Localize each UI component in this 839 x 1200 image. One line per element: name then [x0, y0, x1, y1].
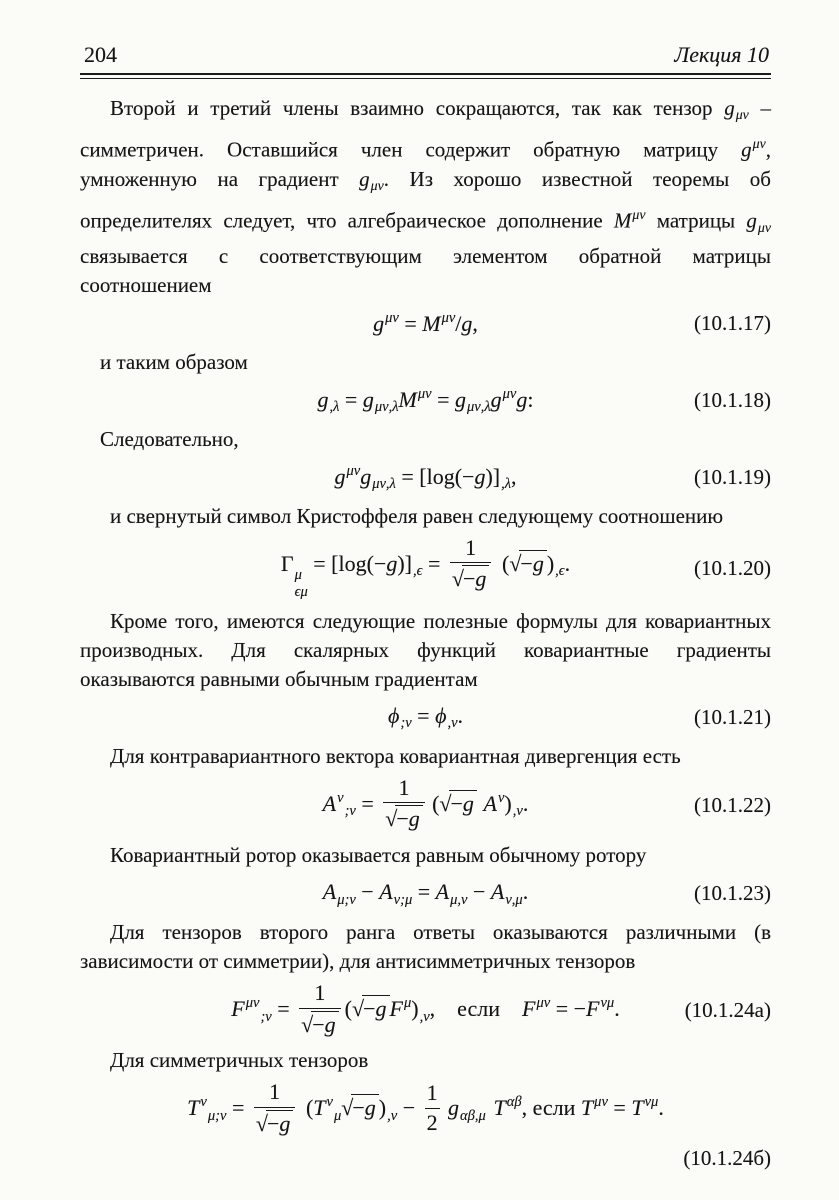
formula-10-1-22: $A^\nu;\nu$ = 1 √ −g ( √ −g $A^\nu),\nu$. — [322, 774, 529, 832]
equation-number-10-1-23: (10.1.23) — [694, 881, 771, 906]
paragraph-rotor: Ковариантный ротор оказывается равным обычному ротору — [110, 843, 647, 868]
paragraph-symmetric: Для симметричных тензоров — [110, 1048, 369, 1073]
formula-10-1-20: Γ μ ϵμ = [log(−g)],ϵ = 1 √ −g ( √ −g ),ϵ. — [280, 534, 571, 601]
paragraph-connector-2: Следовательно, — [100, 426, 239, 451]
formula-10-1-24a: $F^{\mu\nu};\nu$ = 1 √ −g ( √ −g $F^\mu),\nu$, если $F^{\mu\nu} = -F^{\nu\mu}$. — [231, 980, 620, 1037]
equation-number-10-1-17: (10.1.17) — [694, 310, 771, 335]
formula-10-1-17: $g^{\mu\nu} = M^{\mu\nu}/g$, — [373, 310, 478, 337]
chapter-title: Лекция 10 — [674, 42, 769, 67]
page-header — [80, 42, 771, 73]
equation-number-10-1-18: (10.1.18) — [694, 387, 771, 412]
formula-10-1-23: Aμ;ν − Aν;μ = Aμ,ν − Aν,μ. — [322, 879, 529, 908]
equation-number-10-1-24b: (10.1.24б) — [683, 1145, 771, 1170]
equation-number-10-1-21: (10.1.21) — [694, 705, 771, 730]
page-number: 204 — [84, 42, 117, 67]
equation-10-1-18 — [80, 384, 771, 418]
equation-10-1-23 — [80, 877, 771, 911]
equation-10-1-24a — [80, 980, 771, 1039]
formula-10-1-18: $g,\lambda = g\mu\nu,\lambda M^{\mu\nu} = g\mu\nu,\lambda g^{\mu\nu}g$: — [317, 385, 534, 416]
equation-number-10-1-22: (10.1.22) — [694, 793, 771, 818]
paragraph-intro: Второй и третий члены взаимно сокращаются, так как тензор gμν – симметричен. Оставшийся член содержит обратную матрицу $g^{\mu\nu}$, умноженную на градиент gμν. Из хорошо известной теоремы об определителях следует, что алгебраическое дополнение $M^{\mu\nu}$ матрицы gμν связывается с соответствующим элементом обратной матрицы соотношением — [80, 96, 772, 297]
equation-number-10-1-20: (10.1.20) — [694, 555, 771, 580]
equation-number-10-1-24a: (10.1.24а) — [684, 998, 771, 1023]
equation-number-10-1-19: (10.1.19) — [694, 464, 771, 489]
paragraph-connector-1: и таким образом — [100, 349, 248, 374]
formula-10-1-19: $g^{\mu\nu}g\mu\nu,\lambda = [\log(-g)],\lambda$, — [334, 462, 517, 493]
paragraph-christoffel: и свернутый символ Кристоффеля равен следующему соотношению — [110, 503, 724, 528]
equation-10-1-19 — [80, 461, 771, 495]
paragraph-covariant-formulas: Кроме того, имеются следующие полезные формулы для ковариантных производных. Для скалярных функций ковариантные градиенты оказываются равными обычным градиентам — [80, 608, 771, 691]
equation-10-1-20 — [80, 534, 771, 601]
equation-10-1-17 — [80, 307, 771, 341]
paragraph-second-rank: Для тензоров второго ранга ответы оказываются различными (в зависимости от симметрии), для антисимметричных тензоров — [80, 920, 771, 974]
equation-10-1-22 — [80, 774, 771, 834]
header-rule — [80, 73, 771, 79]
formula-10-1-24b: $T^\nu\mu;\nu$ = 1 √ −g ($T^\nu\mu$ √ −g ),ν − $\frac{1}{2}$ gαβ,μ $T^{\alpha\beta}$, если $T^{\mu\nu} = T^{\nu\mu}$. — [187, 1079, 664, 1136]
equation-10-1-24b — [80, 1079, 771, 1138]
paragraph-divergence: Для контравариантного вектора ковариантная дивергенция есть — [110, 743, 681, 768]
equation-10-1-21 — [80, 701, 771, 735]
formula-10-1-21: ϕ;ν = ϕ,ν. — [387, 703, 464, 732]
